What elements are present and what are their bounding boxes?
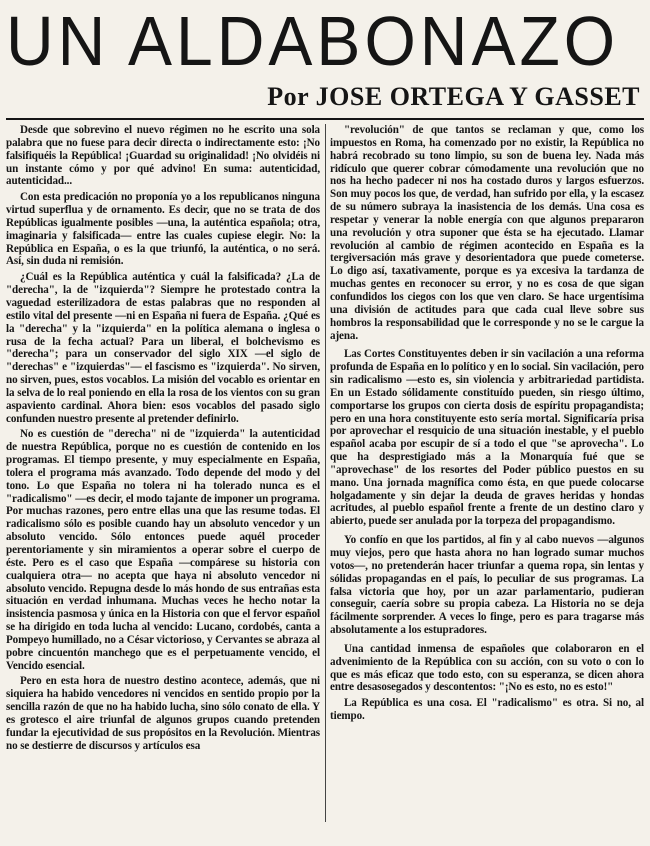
paragraph: Yo confío en que los partidos, al fin y al cabo nuevos —algunos muy viejos, pero que hasta ahora no han logrado sumar muchos votos—, no pretenderán hacer triunfar a quema ropa, sin lentas y sólidas propagandas en el país, lo peculiar de sus programas. La falsa victoria que hoy, por un azar parlamentario, pudieran conseguir, caería sobre su propia cabeza. La Historia no se deja fácilmente sorprender. A veces lo finge, pero es para tragarse más absolutamente a los estupradores. [330, 534, 644, 637]
header-rule [6, 118, 644, 120]
right-column [330, 124, 644, 822]
paragraph: No es cuestión de "derecha" ni de "izquierda" la autenticidad de nuestra República, porque no es cuestión de contenido en los programas. El tiempo presente, y muy especialmente en España, tolera el programa más avanzado. Todo depende del modo y del tono. Lo que España no tolera ni ha tolerado nunca es el "radicalismo" —es decir, el modo tajante de imponer un programa. Por muchas razones, pero entre ellas una que las resume todas. El radicalismo sólo es posible cuando hay un absoluto vencedor y un absoluto vencido. Sólo entonces puede aquél proceder perentoriamente y sin miramientos a operar sobre el cuerpo de éste. Pero es el caso que España —compárese su historia con cualquiera otra— no acepta que haya ni absoluto vencedor ni absoluto vencido. Repugna desde lo más hondo de sus entrañas esta situación en verdad inhumana. Muchas veces he hecho notar la insistencia pasmosa y única en la Historia con que el fervor español se ha dirigido en toda lucha al vencido: Lucano, cordobés, canta a Pompeyo humillado, no a César victorioso, y Cervantes se abraza al pobre cincuentón manchego que es el perpetuamente vencido, el Vencido esencial. [6, 428, 320, 672]
byline: Por JOSE ORTEGA Y GASSET [267, 82, 640, 111]
paragraph: "revolución" de que tantos se reclaman y que, como los impuestos en Roma, ha comenzado por no existir, la República no habrá recobrado su tono limpio, su son de buena ley. Nada más ridículo que querer cobrar cómodamente una revolución que no nos ha hecho padecer ni nos ha costado duros y largos esfuerzos. Son muy pocos los que, de verdad, han sufrido por ella, y la escasez de su número subraya la inasistencia de los demás. Una cosa es respetar y venerar la noble energía con que algunos prepararon una revolución y otra suponer que ésta se ha ejecutado. Llamar revolución al cambio de régimen acontecido en España es la tergiversación más grave y desorientadora que puede cometerse. Lo digo así, taxativamente, porque es ya excesiva la tardanza de muchas gentes en reconocer su error, y no es cosa de que sigan confundidos los ciegos con los que ven claro. Se hace urgentísima una división de actitudes para que cada cual lleve sobre sus hombros la responsabilidad que le corresponde y no se le cargue la ajena. [330, 124, 644, 342]
paragraph: La República es una cosa. El "radicalismo" es otra. Si no, al tiempo. [330, 697, 644, 723]
paragraph: Las Cortes Constituyentes deben ir sin vacilación a una reforma profunda de España en lo político y en lo social. Sin vacilación, pero sin radicalismo —esto es, sin violencia y arbitrariedad partidista. En un Estado sólidamente constituído pueden, sin riesgo último, comportarse los grupos con cierta dosis de espíritu propagandista; pero en una hora constituyente esto sería mortal. Significaría prisa por aprovechar el resquicio de una situación inestable, y el pueblo español acaba por escupir de sí a todo el que "se aprovecha". Lo que ha desprestigiado más a la Monarquía fué que se "aprovechase" de los resortes del Poder público puestos en su mano. Una jornada magnífica como ésta, en que puede colocarse holgadamente y sin dejar la deuda de graves heridas y hondas acritudes, al pueblo español frente a frente de un destino claro y abierto, puede ser anulada por la torpeza del propagandismo. [330, 348, 644, 528]
article-body [6, 124, 644, 822]
left-column [6, 124, 326, 822]
headline: UN ALDABONAZO [6, 2, 620, 80]
paragraph: ¿Cuál es la República auténtica y cuál la falsificada? ¿La de "derecha", la de "izquierda"? Siempre he protestado contra la vaguedad esterilizadora de estas palabras que no responden al estilo vital del presente —ni en España ni fuera de España. ¿Qué es la "derecha" y la "izquierda" en la política alemana o inglesa o rusa de la fecha actual? Para un liberal, el bolchevismo es "derecha"; para un conservador del siglo XIX —el siglo de "derechas" e "izquierdas"— el fascismo es "izquierda". No sirven, no sirven, pues, estos vocablos. La misión del vocablo es orientar en la selva de lo real poniendo en ella la rosa de los vientos con su gran aspaviento cardinal. Ahora bien: esos vocablos del pasado siglo confunden nuestro presente al pretender definirlo. [6, 271, 320, 425]
paragraph: Con esta predicación no proponía yo a los republicanos ninguna virtud superflua y de ornamento. Es decir, que no se trata de dos Repúblicas igualmente posibles —una, la auténtica española; otra, imaginaria y falsificada— entre las cuales cupiese elegir. No: la República en España, o es la que triunfó, la auténtica, o no será. Así, sin duda ni remisión. [6, 191, 320, 268]
paragraph: Desde que sobrevino el nuevo régimen no he escrito una sola palabra que no fuese para decir directa o indirectamente esto: ¡No falsifiquéis la República! ¡Guardad su originalidad! ¡No olvidéis ni un instante cómo y por qué advino! En suma: autenticidad, autenticidad... [6, 124, 320, 188]
paragraph: Una cantidad inmensa de españoles que colaboraron en el advenimiento de la República con su acción, con su voto o con lo que es más eficaz que todo esto, con su esperanza, se dicen ahora entre desasosegados y descontentos: "¡No es esto, no es esto!" [330, 642, 644, 694]
paragraph: Pero en esta hora de nuestro destino acontece, además, que ni siquiera ha habido vencedores ni vencidos en sentido propio por la sencilla razón de que no ha habido lucha, sino sólo conato de ella. Y es grotesco el aire triunfal de algunos grupos cuando pretenden fundar la ejecutividad de sus propósitos en la Revolución. Mientras no se destierre de discursos y artículos esa [6, 675, 320, 752]
